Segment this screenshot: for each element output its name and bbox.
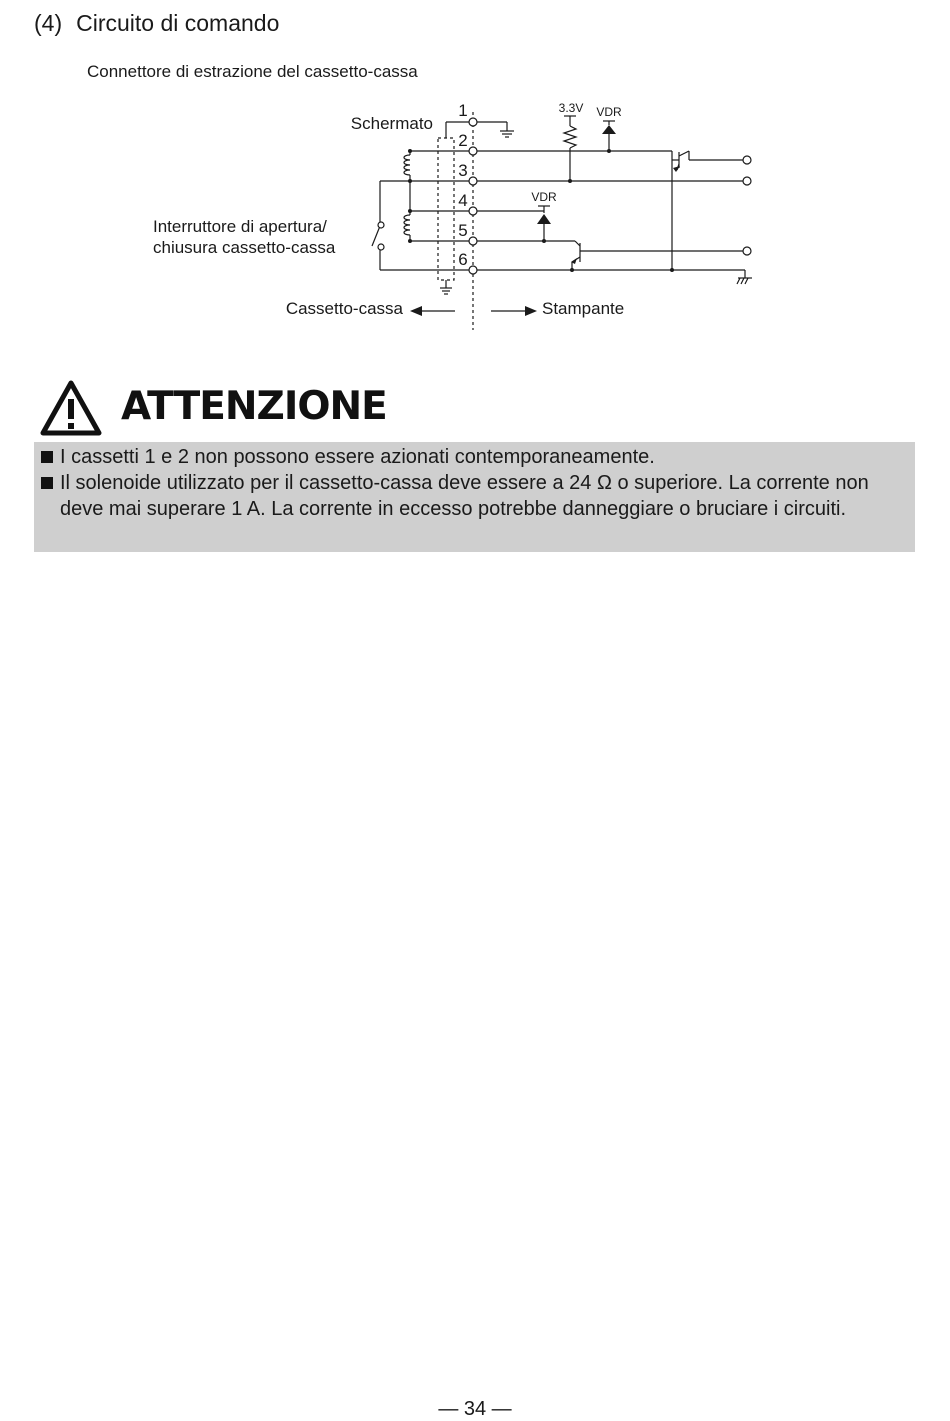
warning-triangle-icon xyxy=(40,378,102,438)
pin-label-6: 6 xyxy=(458,250,468,269)
circuit-diagram xyxy=(0,0,950,340)
label-switch-line1: Interruttore di apertura/ xyxy=(153,217,327,236)
pin-4-terminal xyxy=(469,207,477,215)
output-terminal-3 xyxy=(743,247,751,255)
label-vdr-top: VDR xyxy=(596,105,622,119)
output-terminal-1 xyxy=(743,156,751,164)
label-switch-line2: chiusura cassetto-cassa xyxy=(153,238,336,257)
pin-label-4: 4 xyxy=(458,191,468,210)
label-voltage: 3.3V xyxy=(558,101,584,115)
vdr-diode-top xyxy=(602,125,616,134)
warning-item-text: I cassetti 1 e 2 non possono essere azionati contemporaneamente. xyxy=(60,446,655,468)
pin-6-terminal xyxy=(469,266,477,274)
section-number: (4) xyxy=(34,10,63,36)
section-title: Circuito di comando xyxy=(76,10,280,36)
label-vdr-mid: VDR xyxy=(531,190,557,204)
label-printer: Stampante xyxy=(542,299,625,318)
pin-3-terminal xyxy=(469,177,477,185)
arrow-left xyxy=(410,306,422,316)
pin-2-terminal xyxy=(469,147,477,155)
arrow-right xyxy=(525,306,537,316)
solenoid-coil-2 xyxy=(404,215,410,235)
pin-label-1: 1 xyxy=(458,101,468,120)
warning-title: ATTENZIONE xyxy=(121,384,387,429)
switch-lever xyxy=(372,226,380,246)
pin-5-terminal xyxy=(469,237,477,245)
bullet-square-icon xyxy=(41,477,53,489)
pin-label-2: 2 xyxy=(458,131,468,150)
label-shielded: Schermato xyxy=(350,114,433,133)
diagram-subtitle: Connettore di estrazione del cassetto-cassa xyxy=(87,62,418,81)
page-number: — 34 — xyxy=(438,1398,512,1420)
pin-1-terminal xyxy=(469,118,477,126)
shield-box xyxy=(438,138,454,280)
switch-contact-top xyxy=(378,222,384,228)
pin-label-5: 5 xyxy=(458,221,468,240)
solenoid-coil-1 xyxy=(404,155,410,175)
warning-item-text: Il solenoide utilizzato per il cassetto-cassa deve essere a 24 Ω o superiore. La corrente non deve mai superare 1 A. La corrente in eccesso potrebbe danneggiare o bruciare i circuiti. xyxy=(60,472,869,520)
pin-label-3: 3 xyxy=(458,161,468,180)
label-drawer: Cassetto-cassa xyxy=(285,299,403,318)
warning-item xyxy=(40,470,909,522)
vdr-diode-mid xyxy=(537,214,551,224)
warning-item xyxy=(40,444,909,470)
warning-box xyxy=(34,442,915,552)
bullet-square-icon xyxy=(41,451,53,463)
output-terminal-2 xyxy=(743,177,751,185)
resistor xyxy=(564,126,576,148)
switch-contact-bottom xyxy=(378,244,384,250)
